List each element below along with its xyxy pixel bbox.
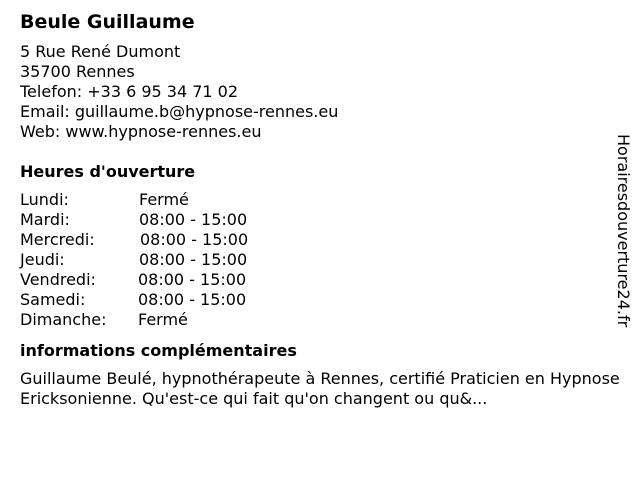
day-label: Mercredi:	[20, 230, 95, 249]
additional-info-title: informations complémentaires	[20, 341, 297, 360]
day-hours: Fermé	[139, 190, 189, 209]
day-label: Lundi:	[20, 190, 69, 209]
hours-row-samedi	[20, 290, 610, 310]
hours-row-mercredi	[20, 230, 610, 250]
website-link[interactable]: Web: www.hypnose-rennes.eu	[20, 122, 262, 141]
opening-hours-title: Heures d'ouverture	[20, 162, 196, 181]
site-watermark: Horairesdouverture24.fr	[614, 134, 633, 328]
day-label: Samedi:	[20, 290, 86, 309]
phone-number[interactable]: Telefon: +33 6 95 34 71 02	[20, 82, 239, 101]
additional-info-text: Guillaume Beulé, hypnothérapeute à Rennes, certifié Praticien en Hypnose Ericksonienne. Qu'est-ce qui fait qu'on changent ou qu&...	[20, 369, 620, 408]
day-hours: 08:00 - 15:00	[138, 290, 247, 309]
day-hours: Fermé	[138, 310, 188, 329]
opening-hours-table	[20, 190, 610, 330]
email-address[interactable]: Email: guillaume.b@hypnose-rennes.eu	[20, 102, 339, 121]
day-hours: 08:00 - 15:00	[138, 270, 247, 289]
hours-row-vendredi	[20, 270, 610, 290]
hours-row-mardi	[20, 210, 610, 230]
business-card	[20, 10, 620, 409]
hours-row-jeudi	[20, 250, 610, 270]
day-label: Dimanche:	[20, 310, 107, 329]
address-street: 5 Rue René Dumont	[20, 42, 181, 61]
hours-row-dimanche	[20, 310, 610, 330]
day-label: Mardi:	[20, 210, 70, 229]
day-label: Vendredi:	[20, 270, 96, 289]
day-hours: 08:00 - 15:00	[139, 250, 248, 269]
day-hours: 08:00 - 15:00	[139, 210, 248, 229]
day-label: Jeudi:	[20, 250, 65, 269]
day-hours: 08:00 - 15:00	[140, 230, 249, 249]
address-city: 35700 Rennes	[20, 62, 135, 81]
hours-row-lundi	[20, 190, 610, 210]
business-name: Beule Guillaume	[20, 11, 195, 33]
